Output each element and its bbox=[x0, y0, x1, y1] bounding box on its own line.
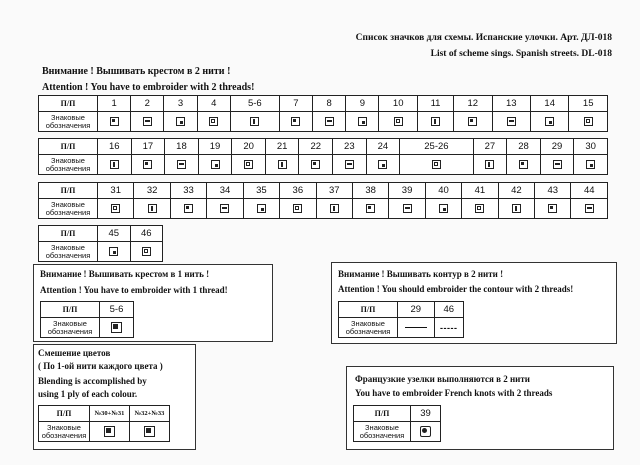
symbol-cell bbox=[232, 155, 266, 175]
symbol-cell bbox=[197, 112, 230, 132]
symbol-number: 45 bbox=[98, 226, 131, 242]
pp-label: П/П bbox=[39, 96, 98, 112]
box1-table bbox=[40, 301, 134, 338]
stitch-symbol-icon bbox=[507, 117, 516, 126]
symbol-cell bbox=[346, 112, 379, 132]
symbol-cell bbox=[98, 112, 131, 132]
box4-num: 39 bbox=[411, 406, 441, 422]
symbol-cell bbox=[280, 199, 316, 219]
stitch-symbol-icon bbox=[257, 204, 266, 213]
sym-label: Знаковые обозначения bbox=[39, 199, 98, 219]
blending-box bbox=[33, 344, 196, 450]
box2-ru: Внимание ! Вышивать контур в 2 нити ! bbox=[338, 269, 504, 279]
solid-line-icon bbox=[405, 327, 427, 328]
symbol-table-row-1 bbox=[38, 95, 608, 132]
box1-en: Attention ! You have to embroider with 1 thread! bbox=[40, 285, 228, 295]
stitch-symbol-icon bbox=[512, 204, 521, 213]
symbol-number: 29 bbox=[540, 139, 574, 155]
symbol-number: 15 bbox=[569, 96, 608, 112]
stitch-symbol-icon bbox=[220, 204, 229, 213]
stitch-symbol-icon bbox=[278, 160, 287, 169]
symbol-cell bbox=[134, 199, 170, 219]
box2-table bbox=[338, 301, 464, 338]
symbol-number: 22 bbox=[299, 139, 333, 155]
symbol-number: 11 bbox=[417, 96, 453, 112]
stitch-symbol-icon bbox=[110, 117, 119, 126]
stitch-symbol-icon bbox=[548, 204, 557, 213]
symbol-cell bbox=[279, 112, 312, 132]
symbol-number: 27 bbox=[473, 139, 507, 155]
symbol-cell bbox=[498, 199, 534, 219]
symbol-number: 43 bbox=[535, 183, 571, 199]
symbol-number: 21 bbox=[265, 139, 299, 155]
symbol-cell bbox=[313, 112, 346, 132]
symbol-cell bbox=[170, 199, 206, 219]
stitch-symbol-icon bbox=[553, 160, 562, 169]
box3-en1: Blending is accomplished by bbox=[38, 376, 147, 386]
symbol-number: 44 bbox=[571, 183, 608, 199]
symbol-number: 16 bbox=[98, 139, 132, 155]
symbol-number: 42 bbox=[498, 183, 534, 199]
stitch-symbol-icon bbox=[110, 160, 119, 169]
symbol-cell bbox=[569, 112, 608, 132]
symbol-number: 30 bbox=[574, 139, 608, 155]
symbol-cell bbox=[316, 199, 352, 219]
stitch-symbol-icon bbox=[293, 204, 302, 213]
symbol-cell bbox=[425, 199, 461, 219]
symbol-number: 33 bbox=[170, 183, 206, 199]
stitch-symbol-icon bbox=[358, 117, 367, 126]
symbol-number: 2 bbox=[131, 96, 164, 112]
symbol-number: 32 bbox=[134, 183, 170, 199]
box4-en: You have to embroider French knots with 2 threads bbox=[355, 388, 553, 398]
symbol-number: 34 bbox=[207, 183, 243, 199]
symbol-number: 18 bbox=[165, 139, 199, 155]
symbol-number: 40 bbox=[425, 183, 461, 199]
symbol-table-row-4 bbox=[38, 225, 163, 262]
symbol-cell bbox=[507, 155, 541, 175]
stitch-symbol-icon bbox=[250, 117, 259, 126]
symbol-table-row-3 bbox=[38, 182, 608, 219]
box3-en2: using 1 ply of each colour. bbox=[38, 389, 138, 399]
symbol-cell bbox=[198, 155, 232, 175]
pp-label: П/П bbox=[39, 183, 98, 199]
symbol-number: 28 bbox=[507, 139, 541, 155]
box1-ru: Внимание ! Вышивать крестом в 1 нить ! bbox=[40, 269, 210, 279]
sym-label: Знаковые обозначения bbox=[39, 422, 90, 442]
symbol-cell bbox=[98, 155, 132, 175]
symbol-cell bbox=[530, 112, 568, 132]
warning-en: Attention ! You have to embroider with 2 threads! bbox=[42, 82, 255, 93]
box3-ru1: Смешение цветов bbox=[38, 348, 111, 358]
stitch-symbol-icon bbox=[142, 247, 151, 256]
box1-num: 5-6 bbox=[100, 302, 134, 318]
symbol-number: 37 bbox=[316, 183, 352, 199]
stitch-symbol-icon bbox=[378, 160, 387, 169]
stitch-symbol-icon bbox=[475, 204, 484, 213]
symbol-number: 3 bbox=[164, 96, 197, 112]
stitch-symbol-icon bbox=[345, 160, 354, 169]
stitch-symbol-icon bbox=[366, 204, 375, 213]
diagonal-symbol-icon bbox=[111, 322, 122, 333]
symbol-cell bbox=[165, 155, 199, 175]
symbol-number: 13 bbox=[492, 96, 530, 112]
pp-label: П/П bbox=[39, 139, 98, 155]
stitch-symbol-icon bbox=[311, 160, 320, 169]
symbol-cell bbox=[333, 155, 367, 175]
symbol-cell bbox=[389, 199, 425, 219]
pp-label: П/П bbox=[39, 406, 90, 422]
stitch-symbol-icon bbox=[211, 160, 220, 169]
symbol-cell bbox=[131, 155, 165, 175]
symbol-cell bbox=[492, 112, 530, 132]
symbol-cell bbox=[352, 199, 388, 219]
stitch-symbol-icon bbox=[148, 204, 157, 213]
symbol-cell bbox=[98, 199, 134, 219]
symbol-number: 24 bbox=[366, 139, 400, 155]
symbol-number: 25-26 bbox=[400, 139, 473, 155]
dashed-line: ----- bbox=[434, 318, 463, 338]
symbol-number: 1 bbox=[98, 96, 131, 112]
symbol-cell bbox=[574, 155, 608, 175]
symbol-number: 9 bbox=[346, 96, 379, 112]
symbol-number: 10 bbox=[379, 96, 417, 112]
symbol-number: 19 bbox=[198, 139, 232, 155]
box2-num-1: 29 bbox=[398, 302, 435, 318]
symbol-number: 8 bbox=[313, 96, 346, 112]
pp-label: П/П bbox=[41, 302, 100, 318]
symbol-number: 39 bbox=[389, 183, 425, 199]
symbol-cell bbox=[417, 112, 453, 132]
stitch-symbol-icon bbox=[394, 117, 403, 126]
stitch-symbol-icon bbox=[109, 247, 118, 256]
stitch-symbol-icon bbox=[325, 117, 334, 126]
stitch-symbol-icon bbox=[291, 117, 300, 126]
warning-ru: Внимание ! Вышивать крестом в 2 нити ! bbox=[42, 66, 231, 77]
symbol-cell bbox=[454, 112, 492, 132]
stitch-symbol-icon bbox=[431, 117, 440, 126]
symbol-table-row-2 bbox=[38, 138, 608, 175]
box3-ru2: ( По 1-ой нити каждого цвета ) bbox=[38, 361, 163, 371]
pp-label: П/П bbox=[354, 406, 411, 422]
french-knots-box bbox=[346, 366, 614, 450]
stitch-symbol-icon bbox=[468, 117, 477, 126]
blend-1: №30+№31 bbox=[90, 406, 130, 422]
box4-table bbox=[353, 405, 441, 442]
sym-label: Знаковые обозначения bbox=[339, 318, 398, 338]
blend-2: №32+№33 bbox=[130, 406, 170, 422]
symbol-cell bbox=[131, 112, 164, 132]
blend-symbol-1-icon bbox=[104, 426, 115, 437]
sym-label: Знаковые обозначения bbox=[39, 242, 98, 262]
pp-label: П/П bbox=[339, 302, 398, 318]
title-ru: Список значков для схемы. Испанские улочки. Арт. ДЛ-018 bbox=[355, 33, 612, 43]
symbol-number: 46 bbox=[130, 226, 163, 242]
symbol-cell bbox=[462, 199, 498, 219]
symbol-number: 31 bbox=[98, 183, 134, 199]
symbol-cell bbox=[366, 155, 400, 175]
symbol-number: 23 bbox=[333, 139, 367, 155]
stitch-symbol-icon bbox=[209, 117, 218, 126]
box2-num-2: 46 bbox=[434, 302, 463, 318]
symbol-number: 20 bbox=[232, 139, 266, 155]
symbol-number: 7 bbox=[279, 96, 312, 112]
symbol-cell bbox=[243, 199, 279, 219]
french-knot-icon bbox=[420, 426, 431, 437]
symbol-cell bbox=[540, 155, 574, 175]
symbol-number: 4 bbox=[197, 96, 230, 112]
stitch-symbol-icon bbox=[584, 117, 593, 126]
stitch-symbol-icon bbox=[143, 160, 152, 169]
symbol-number: 41 bbox=[462, 183, 498, 199]
single-thread-box bbox=[33, 264, 273, 342]
stitch-symbol-icon bbox=[585, 204, 594, 213]
symbol-cell bbox=[98, 242, 131, 262]
symbol-cell bbox=[130, 242, 163, 262]
symbol-cell bbox=[379, 112, 417, 132]
symbol-cell bbox=[299, 155, 333, 175]
symbol-cell bbox=[207, 199, 243, 219]
stitch-symbol-icon bbox=[330, 204, 339, 213]
stitch-symbol-icon bbox=[177, 160, 186, 169]
blend-symbol-2-icon bbox=[144, 426, 155, 437]
symbol-number: 17 bbox=[131, 139, 165, 155]
box3-table bbox=[38, 405, 170, 442]
symbol-cell bbox=[571, 199, 608, 219]
symbol-number: 5-6 bbox=[230, 96, 279, 112]
stitch-symbol-icon bbox=[519, 160, 528, 169]
stitch-symbol-icon bbox=[586, 160, 595, 169]
symbol-cell bbox=[400, 155, 473, 175]
title-en: List of scheme sings. Spanish streets. DL-018 bbox=[430, 49, 612, 59]
stitch-symbol-icon bbox=[176, 117, 185, 126]
symbol-cell bbox=[535, 199, 571, 219]
stitch-symbol-icon bbox=[244, 160, 253, 169]
stitch-symbol-icon bbox=[439, 204, 448, 213]
sym-label: Знаковые обозначения bbox=[354, 422, 411, 442]
symbol-cell bbox=[164, 112, 197, 132]
sym-label: Знаковые обозначения bbox=[41, 318, 100, 338]
symbol-number: 14 bbox=[530, 96, 568, 112]
symbol-cell bbox=[265, 155, 299, 175]
sym-label: Знаковые обозначения bbox=[39, 112, 98, 132]
sym-label: Знаковые обозначения bbox=[39, 155, 98, 175]
symbol-number: 38 bbox=[352, 183, 388, 199]
stitch-symbol-icon bbox=[111, 204, 120, 213]
contour-box bbox=[331, 262, 617, 344]
symbol-number: 12 bbox=[454, 96, 492, 112]
stitch-symbol-icon bbox=[545, 117, 554, 126]
symbol-cell bbox=[473, 155, 507, 175]
stitch-symbol-icon bbox=[143, 117, 152, 126]
stitch-symbol-icon bbox=[485, 160, 494, 169]
symbol-number: 36 bbox=[280, 183, 316, 199]
pp-label: П/П bbox=[39, 226, 98, 242]
stitch-symbol-icon bbox=[184, 204, 193, 213]
stitch-symbol-icon bbox=[403, 204, 412, 213]
box4-ru: Французкие узелки выполняются в 2 нити bbox=[355, 374, 530, 384]
symbol-cell bbox=[230, 112, 279, 132]
symbol-number: 35 bbox=[243, 183, 279, 199]
stitch-symbol-icon bbox=[432, 160, 441, 169]
box2-en: Attention ! You should embroider the contour with 2 threads! bbox=[338, 284, 574, 294]
